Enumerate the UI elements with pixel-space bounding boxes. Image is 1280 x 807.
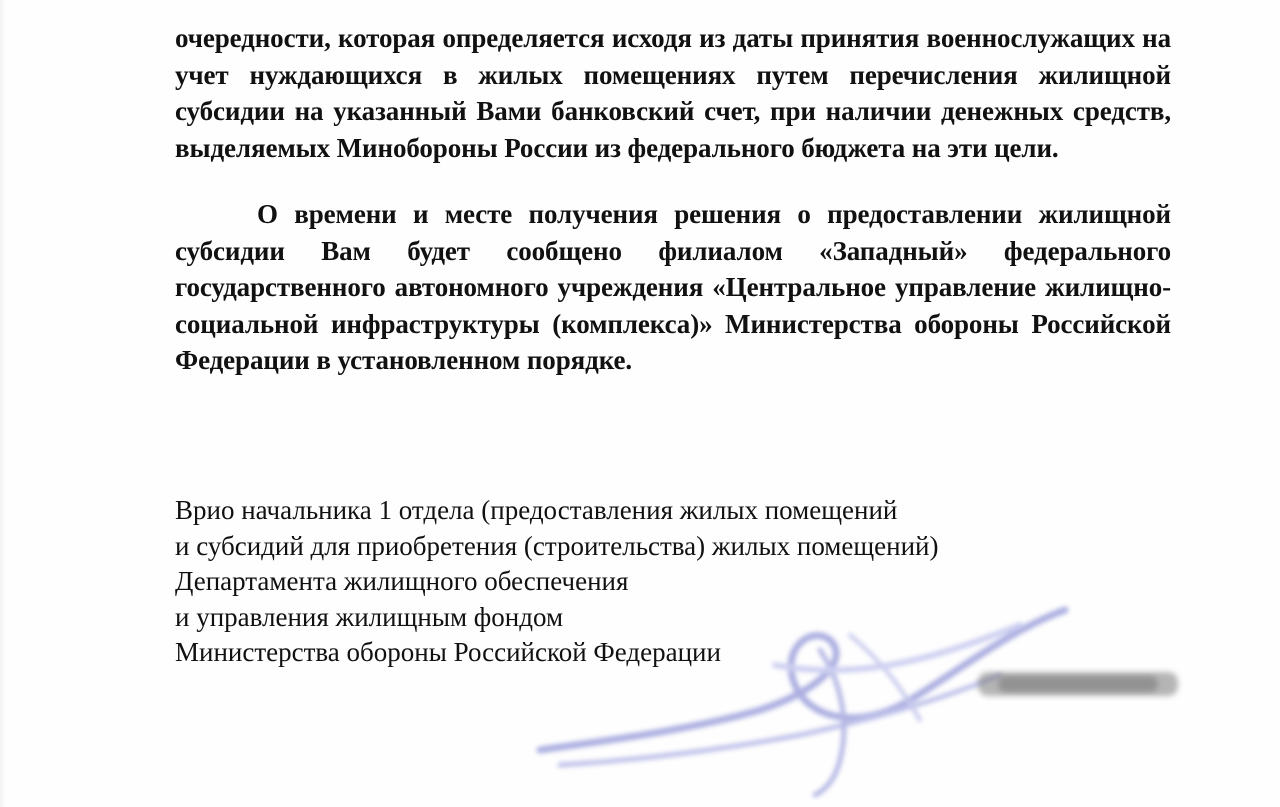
- signatory-title-line: Врио начальника 1 отдела (предоставления жилых помещений: [175, 495, 898, 525]
- redacted-signatory-name: [968, 664, 1190, 704]
- signatory-title-line: и субсидий для приобретения (строительства) жилых помещений): [175, 530, 939, 561]
- signatory-title-line: Департамента жилищного обеспечения: [175, 566, 629, 596]
- signatory-title-line: Министерства обороны Российской Федерации: [175, 637, 721, 667]
- paragraph-decision-notice: О времени и месте получения решения о предоставлении жилищной субсидии Вам будет сообщено филиалом «Западный» федерального государственного автономного учреждения «Центральное управление жилищно-социальной инфраструктуры (комплекса)» Министерства обороны Российской Федерации в установленном порядке.: [175, 199, 1171, 375]
- paragraph-queue-order: очередности, которая определяется исходя из даты принятия военнослужащих на учет нуждающихся в жилых помещениях путем перечисления жилищной субсидии на указанный Вами банковский счет, при наличии денежных средств, выделяемых Минобороны России из федерального бюджета на эти цели.: [175, 23, 1171, 163]
- scan-edge-shadow: [0, 0, 6, 807]
- signatory-title-line: и управления жилищным фондом: [175, 601, 564, 632]
